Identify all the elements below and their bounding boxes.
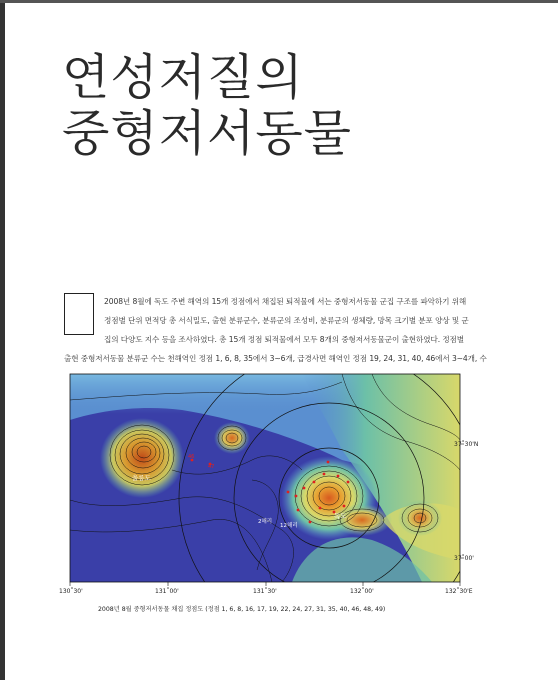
title-line-2: 중형저서동물 bbox=[62, 105, 353, 162]
y-tick-2: 37˚00' bbox=[454, 555, 474, 562]
x-tick-1: 130˚30' bbox=[59, 588, 83, 595]
bathymetry-map bbox=[42, 370, 504, 604]
body-line-3: 집의 다양도 지수 등을 조사하였다. 총 15개 정점 퇴적물에서 모두 8개의 중형저서동물군이 출현하였다. 정점별 bbox=[104, 335, 465, 344]
x-tick-2: 131˚00' bbox=[155, 588, 179, 595]
station-label-46: 46 bbox=[188, 454, 195, 460]
y-tick-1: 37˚30'N bbox=[454, 441, 479, 448]
article-title bbox=[62, 50, 352, 162]
body-line-4: 출현 중형저서동물 분류군 수는 천해역인 정점 1, 6, 8, 35에서 3~6개, 급경사면 해역인 정점 19, 24, 31, 40, 46에서 3~4개, 수 bbox=[64, 354, 487, 363]
body-line-1: 2008년 8월에 독도 주변 해역의 15개 정점에서 채집된 퇴적물에 서는 중형저서동물 군집 구조를 파악하기 위해 bbox=[104, 297, 467, 306]
label-ulleungdo: 울릉도 bbox=[132, 474, 151, 482]
body-paragraph bbox=[64, 292, 487, 368]
x-tick-4: 132˚00' bbox=[350, 588, 374, 595]
title-line-1: 연성저질의 bbox=[62, 49, 304, 106]
station-label-47: 47 bbox=[208, 464, 215, 470]
x-tick-3: 131˚30' bbox=[253, 588, 277, 595]
x-tick-5: 132˚30'E bbox=[445, 588, 473, 595]
page-edge bbox=[0, 0, 5, 680]
page-top-edge bbox=[0, 0, 558, 3]
body-line-2: 정점별 단위 면적당 총 서식밀도, 출현 분류군수, 분류군의 조성비, 분류군의 생체량, 망목 크기별 분포 양상 및 군 bbox=[104, 316, 469, 325]
label-ring-2: 12해리 bbox=[280, 523, 298, 529]
label-dokdo: 독도 bbox=[334, 512, 347, 520]
label-ring-1: 2해리 bbox=[258, 519, 273, 525]
station-map bbox=[42, 370, 504, 604]
figure-caption: 2008년 8월 중형저서동물 채집 정점도 (정점 1, 6, 8, 16, 17, 19, 22, 24, 27, 31, 35, 40, 46, 48, 49) bbox=[98, 606, 386, 613]
